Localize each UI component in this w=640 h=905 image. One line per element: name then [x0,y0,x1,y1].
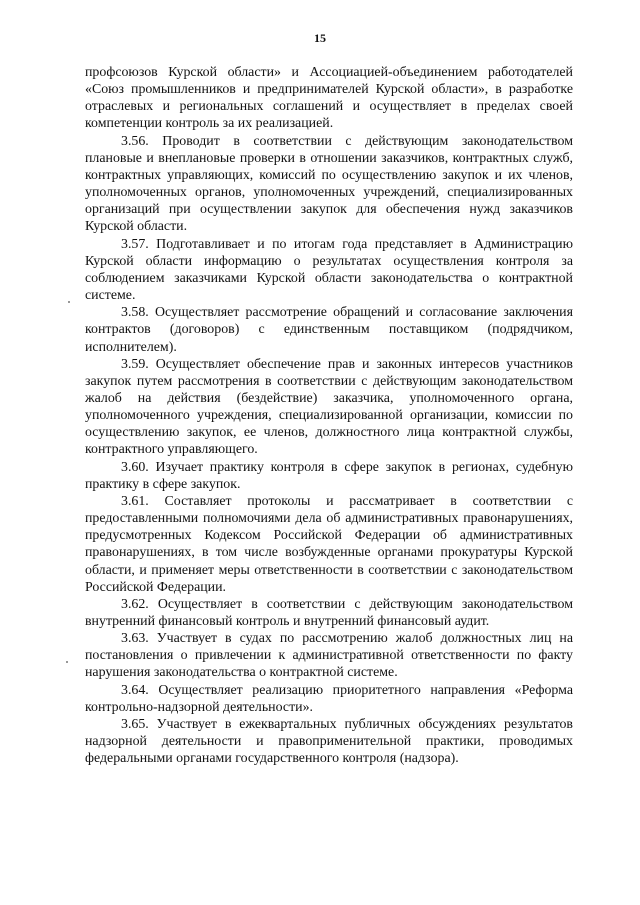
paragraph-3-64: 3.64. Осуществляет реализацию приоритетного направления «Реформа контрольно-надзорной деятельности». [85,682,573,715]
paragraph-3-57: 3.57. Подготавливает и по итогам года представляет в Администрацию Курской области информацию о результатах осуществления контроля за соблюдением заказчиками Курской области законодательства о контрактной системе. [85,236,573,304]
paragraph-3-61: 3.61. Составляет протоколы и рассматривает в соответствии с предоставленными полномочиями дела об административных правонарушениях, предусмотренных Кодексом Российской Федерации об административных правонарушениях, в том числе возбужденные органами прокуратуры Курской области, и применяет меры ответственности в соответствии с законодательством Российской Федерации. [85,493,573,595]
paragraph-3-60: 3.60. Изучает практику контроля в сфере закупок в регионах, судебную практику в сфере закупок. [85,459,573,492]
paragraph-3-65: 3.65. Участвует в ежеквартальных публичных обсуждениях результатов надзорной деятельности и правоприменительной практики, проводимых федеральными органами государственного контроля (надзора). [85,716,573,767]
paragraph-continuation: профсоюзов Курской области» и Ассоциацией-объединением работодателей «Союз промышленников и предпринимателей Курской области», в разработке отраслевых и региональных соглашений и осуществляет в пределах своей компетенции контроль за их реализацией. [85,65,573,132]
paragraph-3-63: 3.63. Участвует в судах по рассмотрению жалоб должностных лиц на постановления о привлечении к административной ответственности по факту нарушения законодательства о контрактной системе. [85,631,573,681]
paragraph-3-59: 3.59. Осуществляет обеспечение прав и законных интересов участников закупок путем рассмотрения в соответствии с действующим законодательством жалоб на действия (бездействие) заказчика, уполномоченного органа, уполномоченного учреждения, специализированной организации, комиссии по осуществлению закупок, ее членов, должностного лица контрактной службы, контрактного управляющего. [85,356,573,458]
scan-artifact [66,661,68,663]
scan-artifact [68,301,70,303]
paragraph-3-62: 3.62. Осуществляет в соответствии с действующим законодательством внутренний финансовый контроль и внутренний финансовый аудит. [85,596,573,629]
document-body [85,64,573,767]
page-number: 15 [314,31,326,45]
paragraph-3-56: 3.56. Проводит в соответствии с действующим законодательством плановые и внеплановые проверки в отношении заказчиков, контрактных служб, контрактных управляющих, комиссий по осуществлению закупок и их членов, уполномоченных органов, уполномоченных учреждений, специализированных организаций при осуществлении закупок для обеспечения нужд заказчиков Курской области. [85,133,573,235]
paragraph-3-58: 3.58. Осуществляет рассмотрение обращений и согласование заключения контрактов (договоров) с единственным поставщиком (подрядчиком, исполнителем). [85,305,573,355]
